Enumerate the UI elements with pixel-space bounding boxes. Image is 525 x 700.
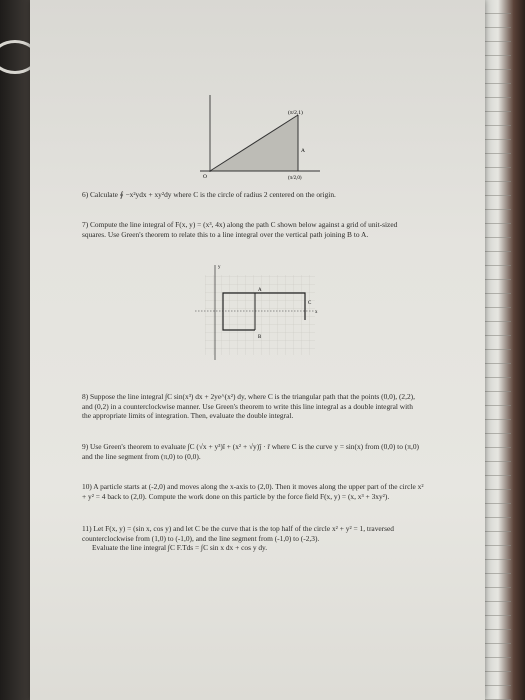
problem-10-text: 10) A particle starts at (-2,0) and moves along the x-axis to (2,0). Then it moves along the upper part of the circle x² + y² = 4 back to (2,0). Compute the work done on this particle by the force field F(x, y) = (x, x³ + 3xy²). — [82, 482, 424, 501]
y-axis-label: y — [218, 265, 221, 270]
worksheet-page — [30, 0, 485, 700]
problem-7-text: 7) Compute the line integral of F(x, y) = (x³, 4x) along the path C shown below against a grid of unit-sized squares. Use Green's theorem to relate this to a line integral over the vertical path joining B to A. — [82, 220, 398, 239]
problem-8 — [82, 392, 420, 421]
problem-7 — [82, 220, 420, 239]
right-label: A — [301, 148, 305, 154]
problem-6-text: 6) Calculate ∮ −x²ydx + xy²dy where C is the circle of radius 2 centered on the origin. — [82, 190, 336, 199]
b-label: B — [258, 335, 262, 340]
triangle-figure — [190, 90, 340, 190]
grid-path-figure — [165, 260, 325, 370]
notebook-lines — [485, 0, 511, 700]
origin-label: O — [203, 174, 207, 180]
problem-11-text: 11) Let F(x, y) = (sin x, cos y) and let C be the curve that is the top half of the circle x² + y² = 1, traversed counterclockwise from (1,0) to (-1,0), and the line segment from (-1,0) to (-2,3). — [82, 524, 394, 543]
problem-8-text: 8) Suppose the line integral ∫C sin(x³) dx + 2ye^(x²) dy, where C is the triangular path that the points (0,0), (2,2), and (0,2) in a counterclockwise manner. Use Green's theorem to write this line integral as a double integral with the appropriate limits of integration. Then, evaluate the double integral. — [82, 392, 415, 421]
problem-11-evaluate: Evaluate the line integral ∫C F.Tds = ∫C sin x dx + cos y dy. — [92, 543, 268, 553]
a-label: A — [258, 288, 262, 293]
c-label: C — [308, 301, 312, 306]
notebook-edge-right — [480, 0, 525, 700]
problem-9-text: 9) Use Green's theorem to evaluate ∫C (√x + y³)î + (x² + √y)ĵ · r̄ where C is the curve y = sin(x) from (0,0) to (π,0) and the line segment from (π,0) to (0,0). — [82, 442, 419, 461]
problem-11 — [82, 524, 424, 553]
top-point-label: (π/2,1) — [288, 110, 303, 116]
grid-background — [205, 275, 315, 355]
problem-6 — [82, 190, 422, 200]
problem-10 — [82, 482, 424, 501]
problem-9 — [82, 442, 420, 461]
x-axis-label: x — [315, 310, 318, 315]
bottom-label: (π/2,0) — [288, 176, 302, 181]
